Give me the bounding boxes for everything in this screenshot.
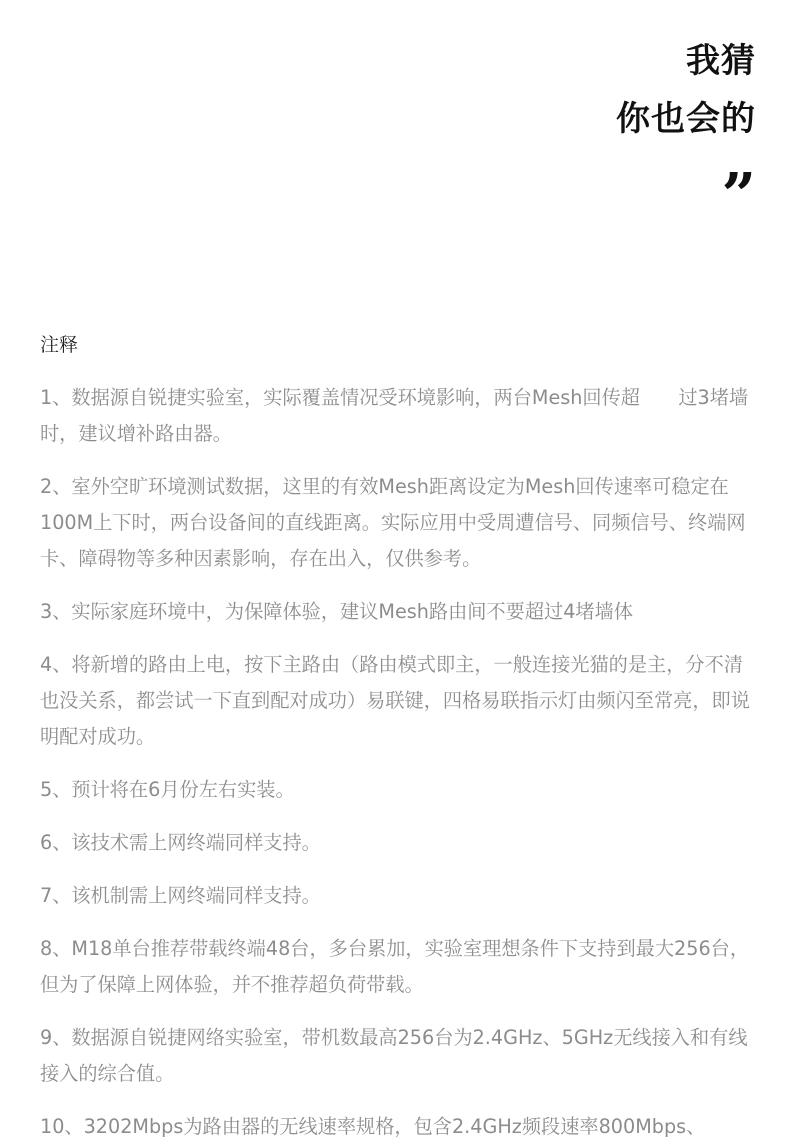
note-item-8: 8、M18单台推荐带载终端48台，多台累加，实验室理想条件下支持到最大256台，但为了保障上网体验，并不推荐超负荷带载。 [40, 937, 750, 996]
note-item-7: 7、该机制需上网终端同样支持。 [40, 884, 321, 907]
note-item-3: 3、实际家庭环境中，为保障体验，建议Mesh路由间不要超过4堵墙体 [40, 600, 633, 623]
note-item-9: 9、数据源自锐捷网络实验室，带机数最高256台为2.4GHz、5GHz无线接入和有线接入的综合值。 [40, 1026, 748, 1085]
hero-line-2: 你也会的 [616, 99, 756, 139]
closing-quote-icon: ” [721, 161, 756, 231]
note-item-2: 2、室外空旷环境测试数据，这里的有效Mesh距离设定为Mesh回传速率可稳定在100M上下时，两台设备间的直线距离。实际应用中受周遭信号、同频信号、终端网卡、障碍物等多种因素影响，存在出入，仅供参考。 [40, 475, 746, 570]
hero-line-1: 我猜 [686, 41, 756, 81]
note-item-10: 10、3202Mbps为路由器的无线速率规格，包含2.4GHz频段速率800Mbps、 [40, 1115, 706, 1138]
hero-quote [616, 32, 756, 231]
note-item-5: 5、预计将在6月份左右实装。 [40, 778, 295, 801]
notes-list [40, 380, 762, 1140]
note-item-4: 4、将新增的路由上电，按下主路由（路由模式即主，一般连接光猫的是主，分不清也没关系，都尝试一下直到配对成功）易联键，四格易联指示灯由频闪至常亮，即说明配对成功。 [40, 653, 750, 748]
note-item-1: 1、数据源自锐捷实验室，实际覆盖情况受环境影响，两台Mesh回传超 过3堵墙时，建议增补路由器。 [40, 386, 749, 445]
notes-title: 注释 [40, 334, 79, 356]
note-item-6: 6、该技术需上网终端同样支持。 [40, 831, 321, 854]
